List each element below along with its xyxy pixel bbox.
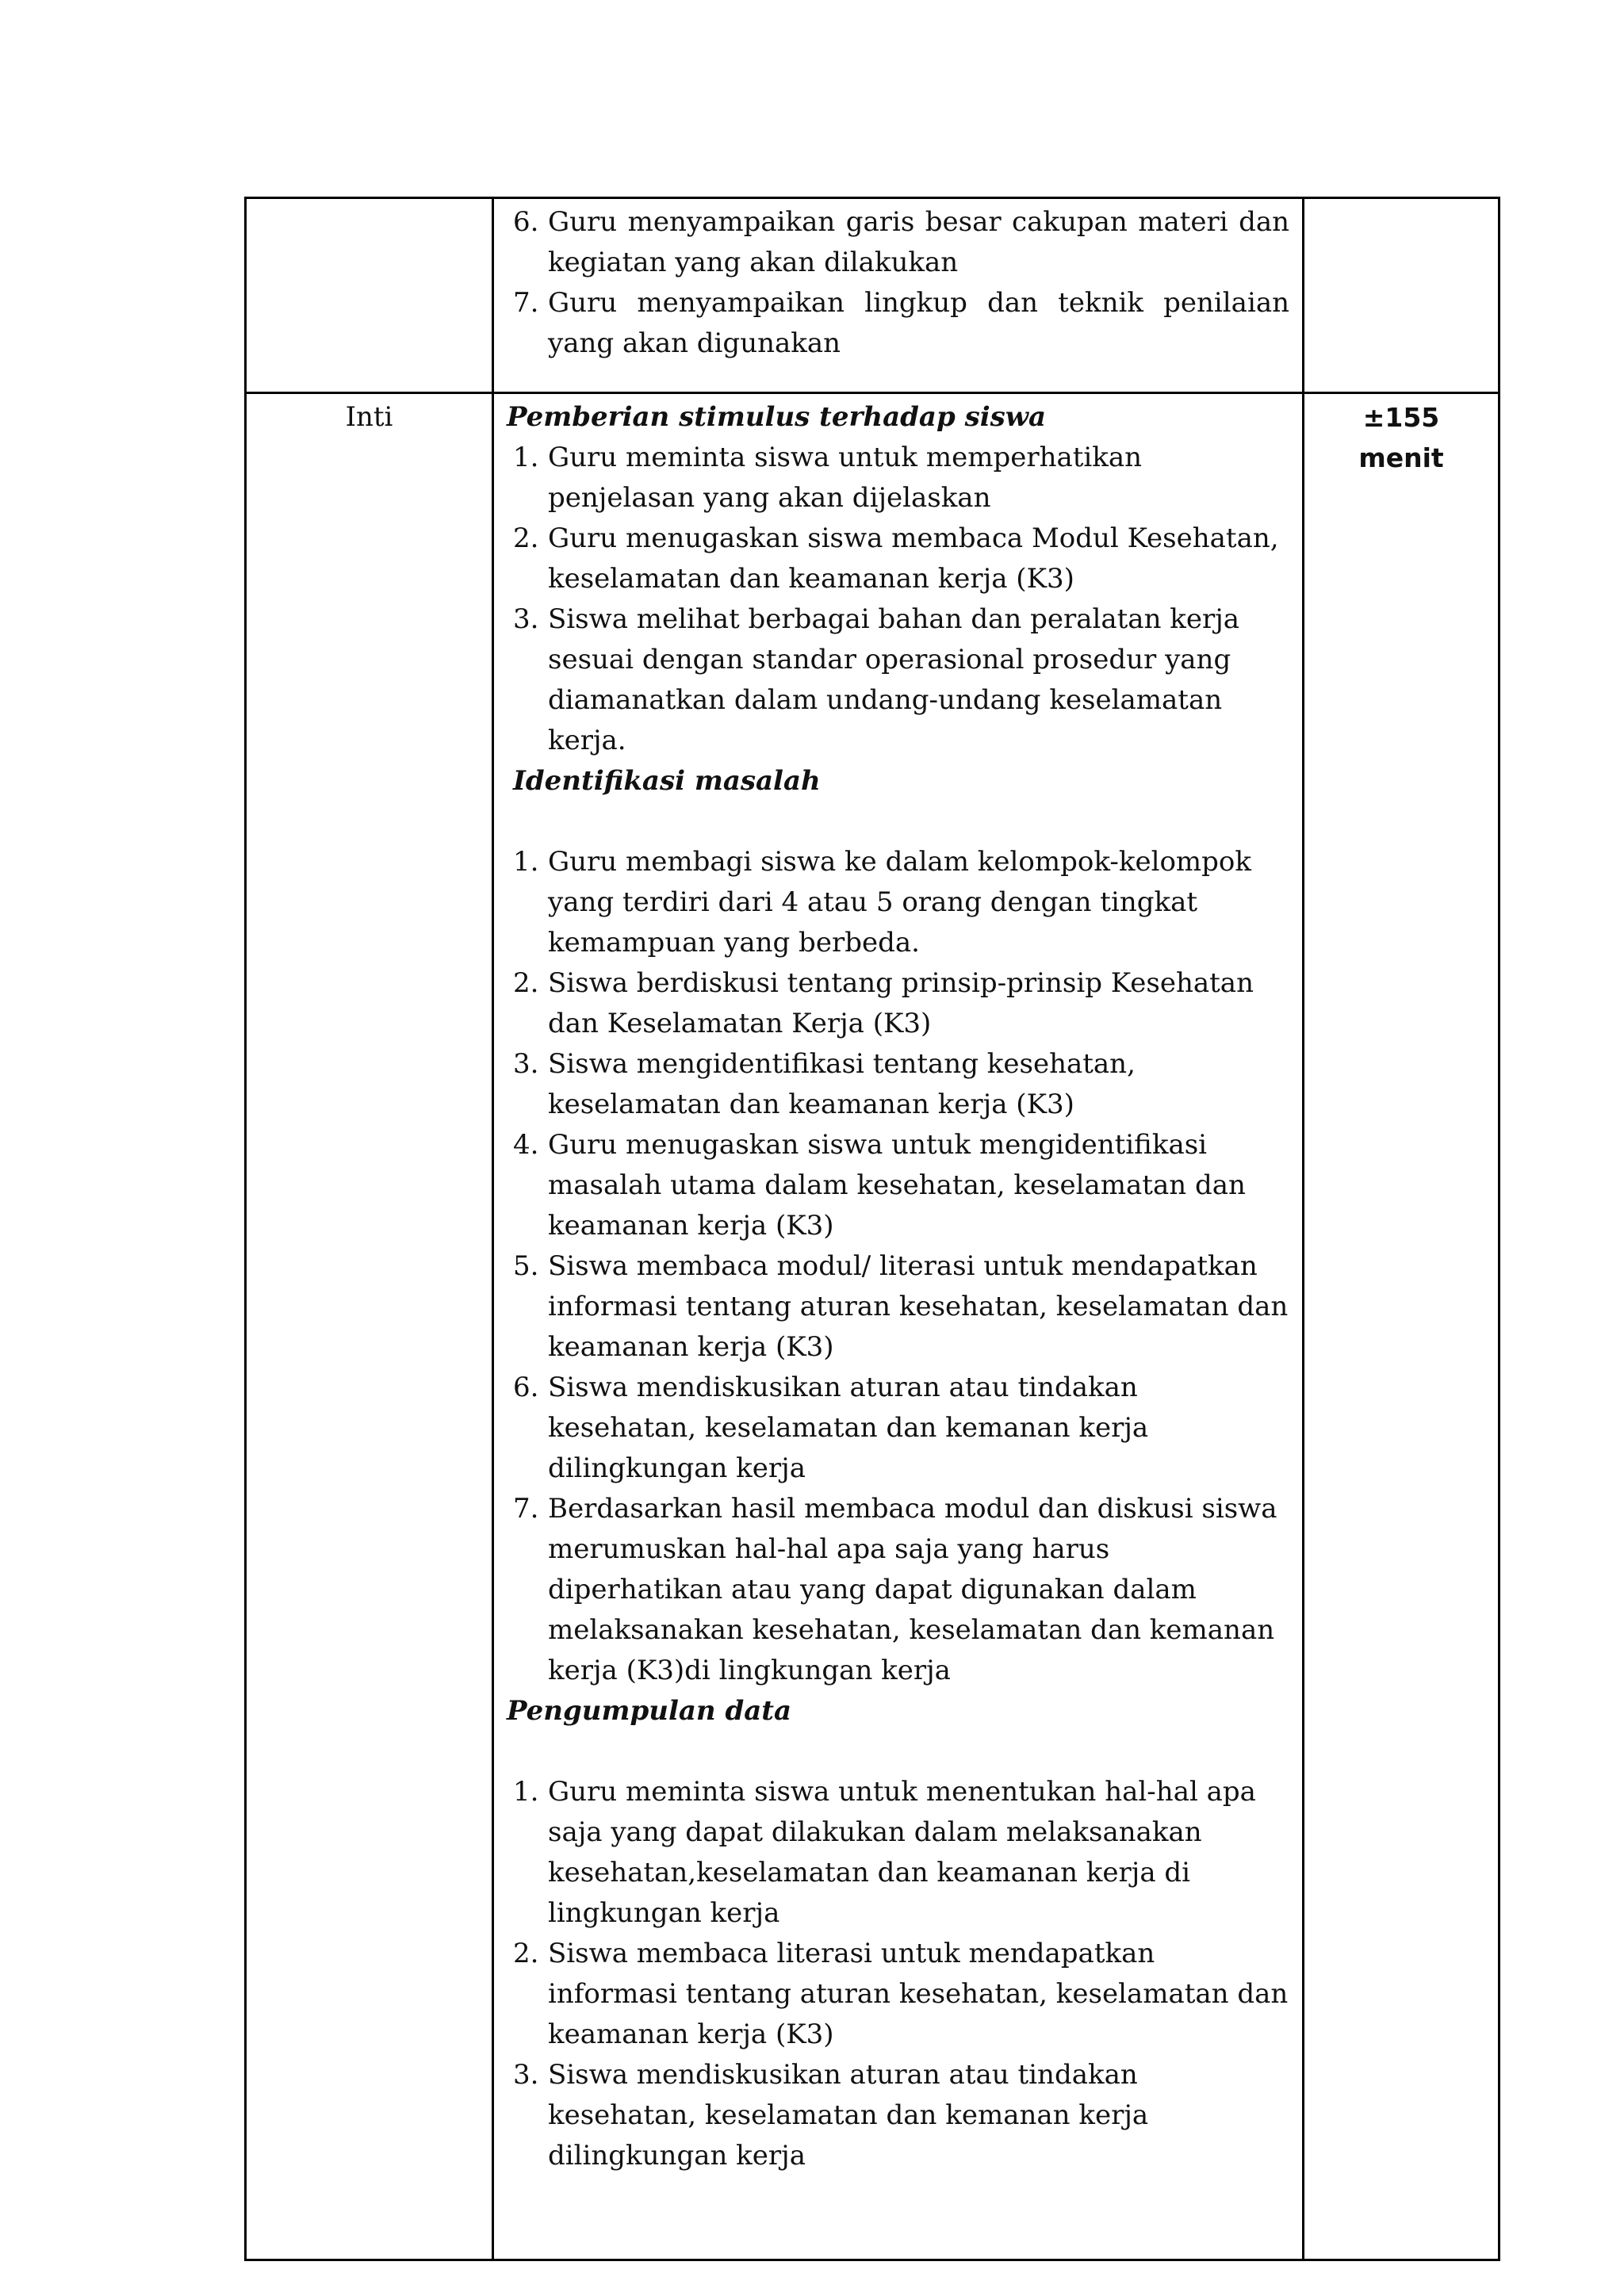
list-item: 5. Siswa membaca modul/ literasi untuk mendapatkan informasi tentang aturan kesehatan, keselamatan dan keamanan kerja (K3) [513,1250,1289,1363]
opening-steps-list [507,202,1289,364]
activity-cell [493,198,1304,393]
list-item: 1. Guru membagi siswa ke dalam kelompok-kelompok yang terdiri dari 4 atau 5 orang dengan tingkat kemampuan yang berbeda. [513,846,1251,959]
list-item: 2. Guru menugaskan siswa membaca Modul Kesehatan, keselamatan dan keamanan kerja (K3) [513,522,1279,595]
table-row-opening-continued [246,198,1500,393]
list-item: 6. Guru menyampaikan garis besar cakupan materi dan kegiatan yang akan dilakukan [513,206,1289,278]
section-title-pengumpulan: Pengumpulan data [507,1695,792,1727]
duration-cell [1304,198,1500,393]
pengumpulan-steps-list [507,1772,1289,2176]
list-item: 2. Siswa membaca literasi untuk mendapatkan informasi tentang aturan kesehatan, keselamatan dan keamanan kerja (K3) [513,1938,1289,2050]
list-item: 3. Siswa mendiskusikan aturan atau tindakan kesehatan, keselamatan dan kemanan kerja dilingkungan kerja [513,2059,1149,2172]
list-item: 3. Siswa mengidentifikasi tentang kesehatan, keselamatan dan keamanan kerja (K3) [513,1048,1136,1120]
phase-cell [246,198,493,393]
list-item: 2. Siswa berdiskusi tentang prinsip-prinsip Kesehatan dan Keselamatan Kerja (K3) [513,967,1254,1039]
spacer [507,1732,1289,1772]
duration-cell [1304,393,1500,2260]
spacer [507,802,1289,842]
identifikasi-steps-list [507,842,1289,1691]
phase-label [247,199,492,392]
list-item: 7. Guru menyampaikan lingkup dan teknik penilaian yang akan digunakan [513,287,1289,359]
list-item: 3. Siswa melihat berbagai bahan dan peralatan kerja sesuai dengan standar operasional prosedur yang diamanatkan dalam undang-undang keselamatan kerja. [513,603,1240,756]
phase-cell [246,393,493,2260]
list-item: 6. Siswa mendiskusikan aturan atau tindakan kesehatan, keselamatan dan kemanan kerja dilingkungan kerja [513,1372,1149,1484]
stimulus-steps-list [507,438,1289,761]
list-item: 4. Guru menugaskan siswa untuk mengidentifikasi masalah utama dalam kesehatan, keselamatan dan keamanan kerja (K3) [513,1129,1246,1242]
activity-cell [493,393,1304,2260]
duration-label [1304,199,1498,392]
section-title-identifikasi: Identifikasi masalah [513,765,821,797]
section-title-stimulus: Pemberian stimulus terhadap siswa [507,401,1047,433]
list-item: 1. Guru meminta siswa untuk memperhatikan penjelasan yang akan dijelaskan [513,442,1143,514]
list-item: 1. Guru meminta siswa untuk menentukan hal-hal apa saja yang dapat dilakukan dalam melaksanakan kesehatan,keselamatan dan keamanan kerja di lingkungan kerja [513,1776,1256,1929]
list-item: 7. Berdasarkan hasil membaca modul dan diskusi siswa merumuskan hal-hal apa saja yang harus diperhatikan atau yang dapat digunakan dalam melaksanakan kesehatan, keselamatan dan kemanan kerja (K3)di lingkungan kerja [513,1493,1277,1686]
phase-label: Inti [345,401,393,433]
duration-label: ±155 menit [1358,402,1444,473]
lesson-plan-table [244,197,1500,2261]
table-row-inti [246,393,1500,2260]
